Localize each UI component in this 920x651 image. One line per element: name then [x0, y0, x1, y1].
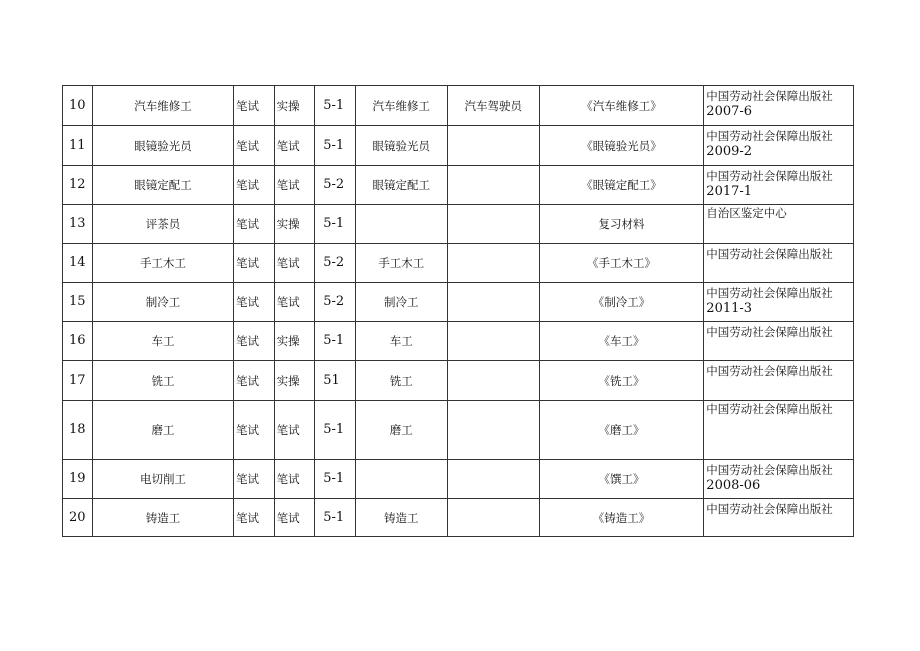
theory-exam-type-cell: 笔试: [234, 283, 275, 322]
job-title-cell: 铣工: [355, 361, 447, 401]
related-job-cell: [447, 401, 539, 460]
publisher-name: 中国劳动社会保障出版社: [706, 129, 833, 143]
occupation-name-cell: 车工: [92, 322, 233, 361]
occupation-name-cell: 铸造工: [92, 499, 233, 537]
publish-date: 2009-2: [706, 144, 753, 159]
row-number-cell: 17: [63, 361, 93, 401]
related-job-cell: [447, 322, 539, 361]
table-row: [63, 460, 854, 499]
table-row: [63, 322, 854, 361]
publisher-cell: [704, 166, 854, 205]
level-code-cell: 5-1: [315, 460, 356, 499]
job-title-cell: [355, 460, 447, 499]
textbook-title-cell: 《眼镜定配工》: [539, 166, 704, 205]
table-row: [63, 499, 854, 537]
occupation-name-cell: 电切削工: [92, 460, 233, 499]
publisher-cell: [704, 499, 854, 537]
related-job-cell: [447, 283, 539, 322]
publisher-name: 中国劳动社会保障出版社: [706, 169, 833, 183]
publisher-cell: [704, 86, 854, 126]
related-job-cell: [447, 205, 539, 244]
skill-exam-type-cell: 笔试: [274, 166, 315, 205]
textbook-title-cell: 《铸造工》: [539, 499, 704, 537]
publisher-name: 中国劳动社会保障出版社: [706, 463, 833, 477]
skill-exam-type-cell: 实操: [274, 86, 315, 126]
theory-exam-type-cell: 笔试: [234, 244, 275, 283]
publish-date: 2017-1: [706, 184, 753, 199]
publish-date: 2008-06: [706, 478, 761, 493]
publisher-cell: [704, 401, 854, 460]
row-number-cell: 16: [63, 322, 93, 361]
skill-exam-type-cell: 笔试: [274, 244, 315, 283]
publisher-cell: [704, 244, 854, 283]
level-code-cell: 5-2: [315, 244, 356, 283]
publish-date: 2007-6: [706, 104, 753, 119]
job-title-cell: 铸造工: [355, 499, 447, 537]
level-code-cell: 5-1: [315, 401, 356, 460]
publisher-name: 中国劳动社会保障出版社: [706, 364, 833, 378]
related-job-cell: [447, 460, 539, 499]
related-job-cell: [447, 499, 539, 537]
occupation-name-cell: 手工木工: [92, 244, 233, 283]
job-title-cell: 车工: [355, 322, 447, 361]
table-row: [63, 361, 854, 401]
publisher-name: 中国劳动社会保障出版社: [706, 325, 833, 339]
textbook-title-cell: 《馔工》: [539, 460, 704, 499]
publisher-cell: [704, 322, 854, 361]
level-code-cell: 5-1: [315, 322, 356, 361]
related-job-cell: [447, 126, 539, 166]
textbook-title-cell: 复习材料: [539, 205, 704, 244]
theory-exam-type-cell: 笔试: [234, 322, 275, 361]
publisher-cell: [704, 126, 854, 166]
theory-exam-type-cell: 笔试: [234, 86, 275, 126]
exam-table: [62, 85, 854, 537]
row-number-cell: 19: [63, 460, 93, 499]
row-number-cell: 14: [63, 244, 93, 283]
row-number-cell: 20: [63, 499, 93, 537]
occupation-name-cell: 汽车维修工: [92, 86, 233, 126]
theory-exam-type-cell: 笔试: [234, 460, 275, 499]
occupation-name-cell: 制冷工: [92, 283, 233, 322]
publisher-cell: [704, 283, 854, 322]
job-title-cell: 汽车维修工: [355, 86, 447, 126]
theory-exam-type-cell: 笔试: [234, 401, 275, 460]
textbook-title-cell: 《眼镜验光员》: [539, 126, 704, 166]
skill-exam-type-cell: 实操: [274, 205, 315, 244]
skill-exam-type-cell: 笔试: [274, 283, 315, 322]
textbook-title-cell: 《铣工》: [539, 361, 704, 401]
row-number-cell: 10: [63, 86, 93, 126]
textbook-title-cell: 《汽车维修工》: [539, 86, 704, 126]
skill-exam-type-cell: 实操: [274, 322, 315, 361]
level-code-cell: 5-2: [315, 166, 356, 205]
level-code-cell: 5-2: [315, 283, 356, 322]
textbook-title-cell: 《磨工》: [539, 401, 704, 460]
publisher-name: 中国劳动社会保障出版社: [706, 502, 833, 516]
table-row: [63, 126, 854, 166]
related-job-cell: [447, 166, 539, 205]
skill-exam-type-cell: 笔试: [274, 126, 315, 166]
table-row: [63, 283, 854, 322]
occupation-name-cell: 磨工: [92, 401, 233, 460]
job-title-cell: 眼镜定配工: [355, 166, 447, 205]
table-row: [63, 244, 854, 283]
job-title-cell: [355, 205, 447, 244]
job-title-cell: 制冷工: [355, 283, 447, 322]
publisher-name: 自治区鉴定中心: [706, 206, 787, 220]
level-code-cell: 5-1: [315, 205, 356, 244]
publisher-name: 中国劳动社会保障出版社: [706, 89, 833, 103]
textbook-title-cell: 《车工》: [539, 322, 704, 361]
theory-exam-type-cell: 笔试: [234, 126, 275, 166]
publish-date: 2011-3: [706, 301, 753, 316]
theory-exam-type-cell: 笔试: [234, 166, 275, 205]
related-job-cell: [447, 244, 539, 283]
row-number-cell: 13: [63, 205, 93, 244]
publisher-name: 中国劳动社会保障出版社: [706, 402, 833, 416]
job-title-cell: 磨工: [355, 401, 447, 460]
job-title-cell: 手工木工: [355, 244, 447, 283]
row-number-cell: 12: [63, 166, 93, 205]
table-row: [63, 205, 854, 244]
textbook-title-cell: 《制冷工》: [539, 283, 704, 322]
skill-exam-type-cell: 实操: [274, 361, 315, 401]
level-code-cell: 5-1: [315, 499, 356, 537]
row-number-cell: 15: [63, 283, 93, 322]
theory-exam-type-cell: 笔试: [234, 205, 275, 244]
publisher-name: 中国劳动社会保障出版社: [706, 286, 833, 300]
table-row: [63, 166, 854, 205]
job-title-cell: 眼镜验光员: [355, 126, 447, 166]
occupation-name-cell: 眼镜验光员: [92, 126, 233, 166]
theory-exam-type-cell: 笔试: [234, 361, 275, 401]
occupation-name-cell: 评茶员: [92, 205, 233, 244]
level-code-cell: 51: [315, 361, 356, 401]
publisher-cell: [704, 205, 854, 244]
skill-exam-type-cell: 笔试: [274, 460, 315, 499]
related-job-cell: 汽车驾驶员: [447, 86, 539, 126]
table-body: [63, 86, 854, 537]
occupation-name-cell: 铣工: [92, 361, 233, 401]
skill-exam-type-cell: 笔试: [274, 499, 315, 537]
row-number-cell: 18: [63, 401, 93, 460]
related-job-cell: [447, 361, 539, 401]
publisher-name: 中国劳动社会保障出版社: [706, 247, 833, 261]
level-code-cell: 5-1: [315, 86, 356, 126]
row-number-cell: 11: [63, 126, 93, 166]
theory-exam-type-cell: 笔试: [234, 499, 275, 537]
table-row: [63, 86, 854, 126]
publisher-cell: [704, 361, 854, 401]
table-row: [63, 401, 854, 460]
textbook-title-cell: 《手工木工》: [539, 244, 704, 283]
skill-exam-type-cell: 笔试: [274, 401, 315, 460]
publisher-cell: [704, 460, 854, 499]
level-code-cell: 5-1: [315, 126, 356, 166]
occupation-name-cell: 眼镜定配工: [92, 166, 233, 205]
